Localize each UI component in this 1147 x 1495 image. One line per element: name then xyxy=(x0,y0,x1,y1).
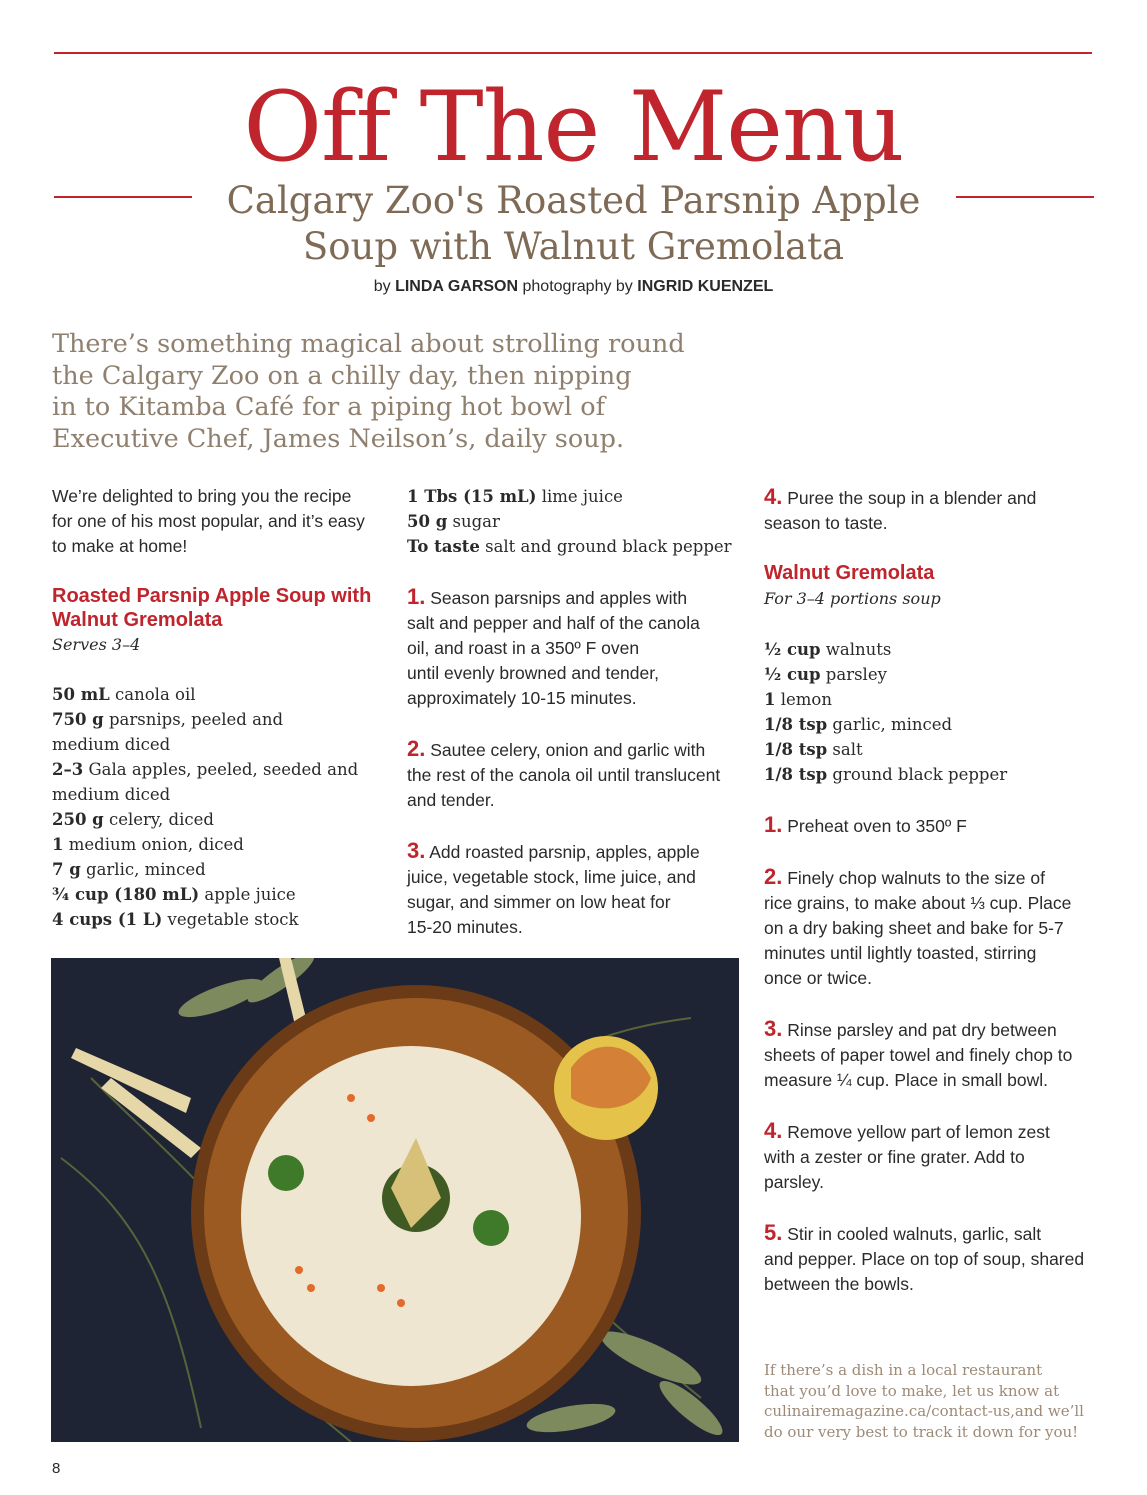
top-rule xyxy=(54,52,1092,54)
closing-line: do our very best to track it down for you! xyxy=(764,1422,1079,1441)
intro-paragraph xyxy=(52,329,692,455)
recipe-title-line: Roasted Parsnip Apple Soup with xyxy=(52,585,372,607)
step-number: 2. xyxy=(764,864,783,889)
step-text: once or twice. xyxy=(764,968,872,988)
ingredient-item: 250 g celery, diced xyxy=(52,810,214,829)
step-text: Puree the soup in a blender and xyxy=(782,488,1037,508)
gremolata-ingredient-list xyxy=(764,637,1104,787)
step-text: on a dry baking sheet and bake for 5-7 xyxy=(764,918,1064,938)
ingredient-item: 7 g garlic, minced xyxy=(52,860,206,879)
soup-photo-illustration xyxy=(51,958,739,1442)
gremolata-step-1 xyxy=(764,812,1104,839)
column-2 xyxy=(407,484,747,940)
gremolata-step-2 xyxy=(764,864,1104,991)
step-number: 1. xyxy=(407,584,426,609)
subtitle-line-1: Calgary Zoo's Roasted Parsnip Apple xyxy=(226,179,921,222)
gremolata-title: Walnut Gremolata xyxy=(764,562,935,584)
author-name: LINDA GARSON xyxy=(395,278,519,295)
photographer-name: INGRID KUENZEL xyxy=(637,278,774,295)
ingredient-item: 1/8 tsp garlic, minced xyxy=(764,715,953,734)
intro-line: in to Kitamba Café for a piping hot bowl of xyxy=(52,392,606,422)
step-number: 2. xyxy=(407,736,426,761)
ingredient-item: ½ cup parsley xyxy=(764,665,887,684)
step-text: Rinse parsley and pat dry between xyxy=(782,1020,1057,1040)
method-step-4 xyxy=(764,484,1104,536)
step-text: rice grains, to make about ⅓ cup. Place xyxy=(764,893,1072,913)
intro-line: the Calgary Zoo on a chilly day, then nipping xyxy=(52,360,632,391)
step-text: Add roasted parsnip, apples, apple xyxy=(425,842,700,862)
step-number: 4. xyxy=(764,1118,783,1143)
ingredient-item: 1/8 tsp ground black pepper xyxy=(764,765,1008,784)
step-text: and tender. xyxy=(407,790,495,810)
serves-note: Serves 3–4 xyxy=(52,635,141,654)
ingredient-item: medium diced xyxy=(52,735,171,754)
step-text: measure ¼ cup. Place in small bowl. xyxy=(764,1070,1049,1090)
step-text: Stir in cooled walnuts, garlic, salt xyxy=(782,1224,1042,1244)
gremolata-step-3 xyxy=(764,1016,1104,1093)
gremolata-step-5 xyxy=(764,1220,1104,1297)
column-3 xyxy=(764,484,1104,1297)
byline xyxy=(0,278,1147,296)
step-text: sugar, and simmer on low heat for xyxy=(407,892,671,912)
ingredient-item: ½ cup walnuts xyxy=(764,640,892,659)
ingredient-item: 1 medium onion, diced xyxy=(52,835,244,854)
nasturtium-leaf xyxy=(473,1210,509,1246)
ingredient-item: 4 cups (1 L) vegetable stock xyxy=(52,910,299,929)
column-1 xyxy=(52,484,382,932)
step-text: minutes until lightly toasted, stirring xyxy=(764,943,1037,963)
article-subtitle xyxy=(195,178,952,270)
intro-line: Executive Chef, James Neilson’s, daily soup. xyxy=(52,423,625,454)
step-number: 1. xyxy=(764,812,783,837)
ingredient-item: 1 lemon xyxy=(764,690,832,709)
step-text: with a zester or fine grater. Add to xyxy=(764,1147,1025,1167)
ingredient-item: 1/8 tsp salt xyxy=(764,740,863,759)
page-title: Off The Menu xyxy=(243,71,904,183)
step-text: until evenly browned and tender, xyxy=(407,663,659,683)
step-number: 3. xyxy=(764,1016,783,1041)
subtitle-rule-right xyxy=(956,196,1094,198)
ingredient-item: medium diced xyxy=(52,785,171,804)
soup-photo xyxy=(51,958,739,1442)
step-text: and pepper. Place on top of soup, shared xyxy=(764,1249,1085,1269)
ingredient-item: 50 g sugar xyxy=(407,512,500,531)
recipe-title xyxy=(52,584,382,632)
step-text: Season parsnips and apples with xyxy=(425,588,688,608)
recipe-title-line: Walnut Gremolata xyxy=(52,609,223,631)
page-number: 8 xyxy=(52,1460,61,1477)
subtitle-rule-left xyxy=(54,196,192,198)
step-text: oil, and roast in a 350º F oven xyxy=(407,638,640,658)
ingredient-item: 50 mL canola oil xyxy=(52,685,196,704)
method-step-1 xyxy=(407,584,747,711)
closing-note xyxy=(764,1360,1109,1442)
ingredient-item: 1 Tbs (15 mL) lime juice xyxy=(407,487,623,506)
ingredient-item: ¾ cup (180 mL) apple juice xyxy=(52,885,296,904)
step-text: Sautee celery, onion and garlic with xyxy=(425,740,706,760)
step-number: 4. xyxy=(764,484,783,509)
step-number: 5. xyxy=(764,1220,783,1245)
ingredient-item: 750 g parsnips, peeled and xyxy=(52,710,284,729)
ingredient-list xyxy=(52,682,382,932)
step-text: approximately 10-15 minutes. xyxy=(407,688,637,708)
gremolata-portions: For 3–4 portions soup xyxy=(764,589,941,608)
step-text: parsley. xyxy=(764,1172,824,1192)
col1-intro xyxy=(52,484,382,559)
ingredient-item: 2–3 Gala apples, peeled, seeded and xyxy=(52,760,359,779)
gremolata-step-4 xyxy=(764,1118,1104,1195)
intro-line: There’s something magical about strolling round xyxy=(52,329,685,359)
method-step-3 xyxy=(407,838,747,940)
ingredient-list-continued xyxy=(407,484,747,559)
subtitle-line-2: Soup with Walnut Gremolata xyxy=(302,225,845,268)
byline-photo-credit: photography by xyxy=(522,278,633,295)
byline-by: by xyxy=(373,278,391,295)
step-text: season to taste. xyxy=(764,513,888,533)
method-step-2 xyxy=(407,736,747,813)
step-text: Remove yellow part of lemon zest xyxy=(782,1122,1050,1142)
step-text: between the bowls. xyxy=(764,1274,914,1294)
text-line: to make at home! xyxy=(52,536,188,556)
text-line: for one of his most popular, and it’s easy xyxy=(52,511,365,531)
nasturtium-leaf xyxy=(268,1155,304,1191)
ingredient-item: To taste salt and ground black pepper xyxy=(407,537,732,556)
closing-line: If there’s a dish in a local restaurant xyxy=(764,1361,1043,1379)
step-text: 15-20 minutes. xyxy=(407,917,523,937)
closing-line: culinairemagazine.ca/contact-us,and we’ll xyxy=(764,1402,1084,1420)
step-text: the rest of the canola oil until translucent xyxy=(407,765,721,785)
step-text: juice, vegetable stock, lime juice, and xyxy=(407,867,696,887)
closing-line: that you’d love to make, let us know at xyxy=(764,1381,1060,1400)
step-text: sheets of paper towel and finely chop to xyxy=(764,1045,1073,1065)
text-line: We’re delighted to bring you the recipe xyxy=(52,486,352,506)
step-text: salt and pepper and half of the canola xyxy=(407,613,700,633)
step-text: Finely chop walnuts to the size of xyxy=(782,868,1045,888)
step-number: 3. xyxy=(407,838,426,863)
step-text: Preheat oven to 350º F xyxy=(782,816,967,836)
